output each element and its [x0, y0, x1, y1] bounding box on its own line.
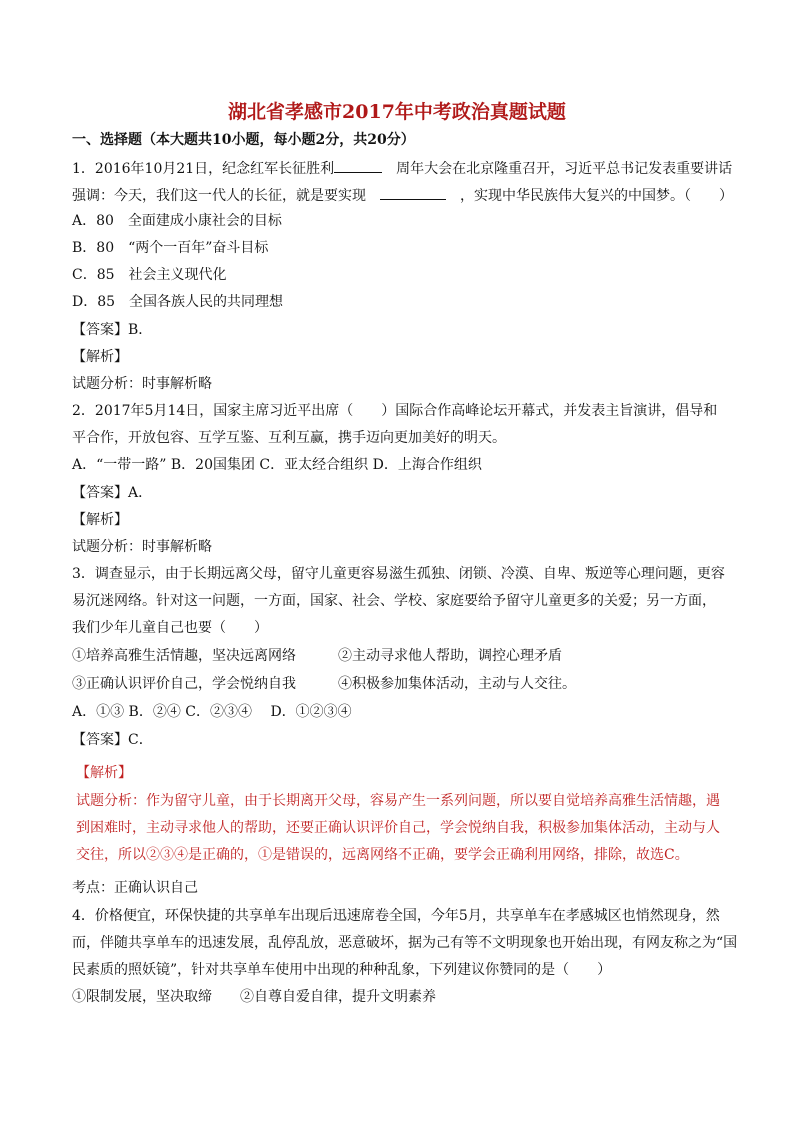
q1-blank-1	[334, 157, 382, 173]
q2-answer: 【答案】A．	[72, 485, 153, 501]
q4-stem-line-1: 4．价格便宜，环保快捷的共享单车出现后迅速席卷全国，今年5月，共享单车在孝感城区也悄然现身，然	[72, 908, 720, 924]
q3-item-4: ④积极参加集体活动，主动与人交往。	[338, 676, 576, 692]
q1-option-c: C．85 社会主义现代化	[72, 267, 227, 283]
q1-answer: 【答案】B．	[72, 322, 153, 338]
q1-stem-b: 周年大会在北京隆重召开，习近平总书记发表重要讲话	[396, 161, 733, 177]
q1-stem-a: 1．2016年10月21日，纪念红军长征胜利	[72, 161, 335, 177]
q3-stem-line-2: 易沉迷网络。针对这一问题，一方面，国家、社会、学校、家庭要给予留守儿童更多的关爱；另一方面，	[72, 593, 716, 609]
q3-item-1: ①培养高雅生活情趣，坚决远离网络	[72, 648, 296, 664]
q1-analysis: 试题分析：时事解析略	[72, 376, 212, 392]
q3-stem-line-1: 3．调查显示，由于长期远离父母，留守儿童更容易滋生孤独、闭锁、冷漠、自卑、叛逆等心理问题，更容	[72, 566, 725, 582]
q2-options: A．“一带一路” B．20国集团 C．亚太经合组织 D．上海合作组织	[72, 457, 482, 473]
q1-stem-d: ，实现中华民族伟大复兴的中国梦。（ ）	[460, 188, 733, 204]
document-title: 湖北省孝感市2017年中考政治真题试题	[228, 101, 566, 123]
q3-options: A．①③ B．②④ C．②③④ D．①②③④	[72, 704, 352, 720]
q1-analysis-head: 【解析】	[72, 349, 128, 365]
q3-analysis-line-1: 试题分析：作为留守儿童，由于长期离开父母，容易产生一系列问题，所以要自觉培养高雅生活情趣，遇	[76, 793, 720, 809]
q4-stem-line-3: 民素质的照妖镜”，针对共享单车使用中出现的种种乱象，下列建议你赞同的是（ ）	[72, 962, 612, 978]
q3-stem-line-3: 我们少年儿童自己也要（ ）	[72, 620, 268, 636]
q2-analysis: 试题分析：时事解析略	[72, 539, 212, 555]
q3-item-3: ③正确认识评价自己，学会悦纳自我	[72, 676, 296, 692]
q1-stem-line-1	[72, 157, 732, 179]
q1-blank-2	[380, 184, 446, 200]
q3-kaodian: 考点：正确认识自己	[72, 880, 198, 896]
section-heading: 一、选择题（本大题共10小题，每小题2分，共20分）	[72, 132, 415, 148]
q3-analysis-line-3: 交往，所以②③④是正确的，①是错误的，远离网络不正确，要学会正确利用网络，排除，故选C。	[76, 847, 689, 863]
q2-stem-line-1: 2．2017年5月14日，国家主席习近平出席（ ）国际合作高峰论坛开幕式，并发表主旨演讲，倡导和	[72, 403, 718, 419]
q2-stem-line-2: 平合作，开放包容、互学互鉴、互利互赢，携手迈向更加美好的明天。	[72, 430, 506, 446]
q3-answer: 【答案】C．	[72, 732, 153, 748]
q1-option-d: D．85 全国各族人民的共同理想	[72, 294, 284, 310]
q1-stem-c: 强调：今天，我们这一代人的长征，就是要实现	[72, 188, 366, 204]
q3-analysis-head: 【解析】	[76, 765, 132, 781]
q2-analysis-head: 【解析】	[72, 512, 128, 528]
q1-option-b: B．80 “两个一百年”奋斗目标	[72, 240, 269, 256]
q1-stem-line-2	[72, 184, 733, 206]
q4-items: ①限制发展，坚决取缔 ②自尊自爱自律，提升文明素养	[72, 989, 436, 1005]
q3-item-2: ②主动寻求他人帮助，调控心理矛盾	[338, 648, 562, 664]
q1-option-a: A．80 全面建成小康社会的目标	[72, 213, 282, 229]
q4-stem-line-2: 而，伴随共享单车的迅速发展，乱停乱放，恶意破坏，据为己有等不文明现象也开始出现，有网友称之为“国	[72, 935, 738, 951]
q3-analysis-line-2: 到困难时，主动寻求他人的帮助，还要正确认识评价自己，学会悦纳自我，积极参加集体活动，主动与人	[76, 820, 720, 836]
